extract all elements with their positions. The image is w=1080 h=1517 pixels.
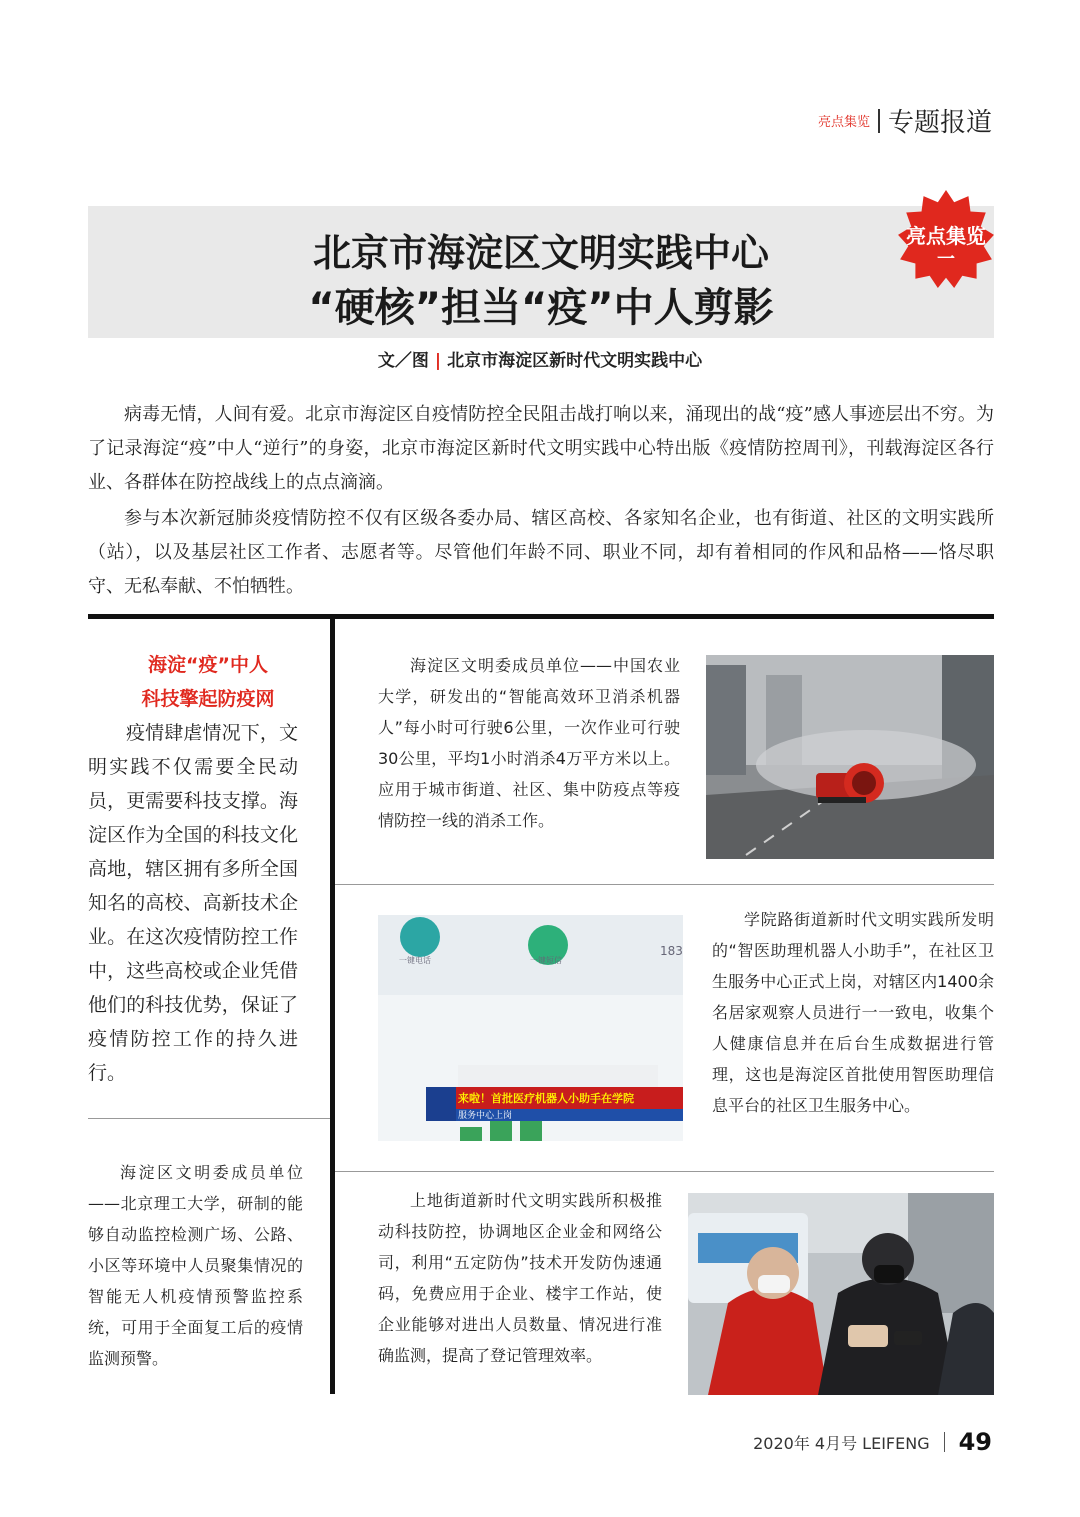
byline-author: 北京市海淀区新时代文明实践中心 xyxy=(447,351,703,371)
sidebar-divider xyxy=(88,1118,330,1119)
section-label: 亮点集览 xyxy=(817,115,870,130)
intro-paragraph-1: 病毒无情，人间有爱。北京市海淀区自疫情防控全民阻击战打响以来，涌现出的战“疫”感人事迹层出不穷。为了记录海淀“疫”中人“逆行”的身姿，北京市海淀区新时代文明实践中心特出版《疫情防控周刊》，刊载海淀区各行业、各群体在防控战线上的点点滴滴。 xyxy=(88,404,994,493)
news-ticker: 来啦！首批医疗机器人小助手在学院 xyxy=(458,1092,634,1105)
intro-section xyxy=(88,398,994,606)
screen-button-1: 一键电话 xyxy=(399,956,431,965)
byline xyxy=(0,346,1080,371)
sidebar-title-2: 科技擎起防疫网 xyxy=(141,688,275,710)
title-banner xyxy=(88,206,994,338)
badge-label: 亮点集览 xyxy=(906,224,986,248)
sidebar-text-2: 海淀区文明委成员单位——北京理工大学，研制的能够自动监控检测广场、公路、小区等环境中人员聚集情况的智能无人机疫情预警监控系统，可用于全面复工后的疫情监测预警。 xyxy=(88,1163,303,1368)
item-divider-2 xyxy=(335,1171,994,1172)
header-divider xyxy=(878,109,880,133)
byline-separator: | xyxy=(434,351,442,371)
topic-label: 专题报道 xyxy=(887,108,992,138)
article-title-line1: 北京市海淀区文明实践中心 xyxy=(312,231,769,275)
section-rule xyxy=(88,614,994,619)
running-header xyxy=(818,102,992,139)
sidebar-title-1: 海淀“疫”中人 xyxy=(148,654,268,676)
badge-sub: 一 xyxy=(937,249,955,270)
code-text: 上地街道新时代文明实践所积极推动科技防控，协调地区企业金和网络公司，利用“五定防伪”技术开发防伪速通码，免费应用于企业、楼宇工作站，使企业能够对进出人员数量、情况进行准确监测，提高了登记管理效率。 xyxy=(378,1191,662,1365)
screen-button-2: 一键短信 xyxy=(530,956,562,965)
byline-prefix: 文／图 xyxy=(377,351,429,371)
article-title-line2: “硬核”担当“疫”中人剪影 xyxy=(308,285,774,331)
volunteers-phone-photo xyxy=(688,1193,994,1395)
footer-divider xyxy=(944,1432,945,1452)
assistant-text: 学院路街道新时代文明实践所发明的“智医助理机器人小助手”，在社区卫生服务中心正式上岗，对辖区内1400余名居家观察人员进行一一致电，收集个人健康信息并在后台生成数据进行管理，这也是海淀区首批使用智医助理信息平台的社区卫生服务中心。 xyxy=(712,910,994,1115)
intro-paragraph-2: 参与本次新冠肺炎疫情防控不仅有区级各委办局、辖区高校、各家知名企业，也有街道、社区的文明实践所（站），以及基层社区工作者、志愿者等。尽管他们年龄不同、职业不同，却有着相同的作风和品格——恪尽职守、无私奉献、不怕牺牲。 xyxy=(88,508,994,597)
robot-text: 海淀区文明委成员单位——中国农业大学，研发出的“智能高效环卫消杀机器人”每小时可行驶6公里，一次作业可行驶30公里，平均1小时消杀4万平方米以上。应用于城市街道、社区、集中防疫点等疫情防控一线的消杀工作。 xyxy=(378,656,680,830)
column-rule xyxy=(330,619,335,1394)
page-number: 49 xyxy=(958,1428,992,1456)
item-divider-1 xyxy=(335,884,994,885)
disinfection-robot-photo xyxy=(706,655,994,859)
issue-label: 2020年 4月号 LEIFENG xyxy=(753,1433,930,1453)
medical-assistant-screen-photo xyxy=(378,915,683,1141)
sidebar-text: 疫情肆虐情况下，文明实践不仅需要全民动员，更需要科技支撑。海淀区作为全国的科技文化高地，辖区拥有多所全国知名的高校、高新技术企业。在这次疫情防控工作中，这些高校或企业凭借他们的科技优势，保证了疫情防控工作的持久进行。 xyxy=(88,722,298,1084)
page-footer xyxy=(753,1428,992,1456)
screen-number: 183 xyxy=(660,944,683,958)
news-ticker-2: 服务中心上岗 xyxy=(458,1111,513,1121)
